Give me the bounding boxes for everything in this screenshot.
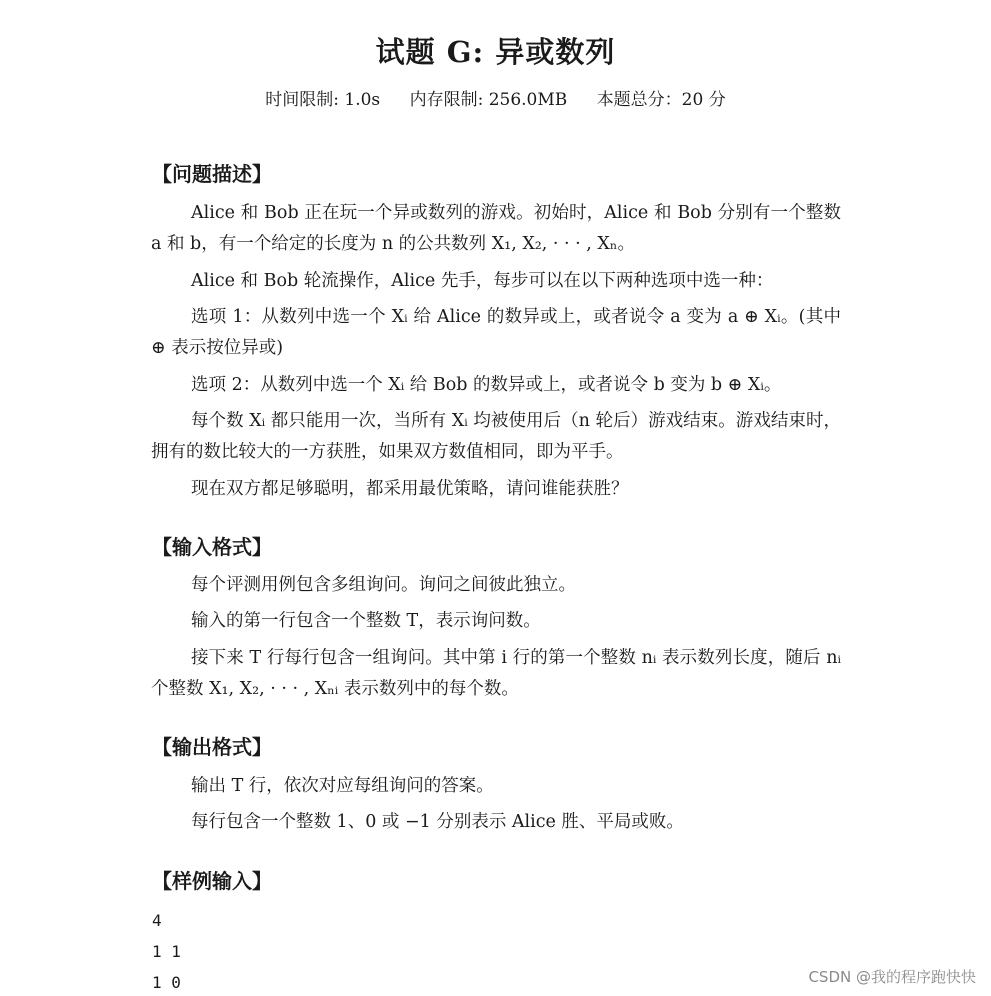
- description-paragraph: 每个数 Xᵢ 都只能用一次，当所有 Xᵢ 均被使用后（n 轮后）游戏结束。游戏结束时，拥有的数比较大的一方获胜，如果双方数值相同，即为平手。: [151, 411, 841, 462]
- input-paragraph: 接下来 T 行每行包含一组询问。其中第 i 行的第一个整数 nᵢ 表示数列长度，随后 nᵢ 个整数 X₁, X₂, · · · , Xₙᵢ 表示数列中的每个数。: [151, 648, 841, 699]
- input-paragraph: 输入的第一行包含一个整数 T，表示询问数。: [191, 611, 541, 631]
- output-format-heading: 【输出格式】: [152, 735, 272, 759]
- sample-input-heading: 【样例输入】: [152, 869, 272, 893]
- output-paragraph: 输出 T 行，依次对应每组询问的答案。: [191, 776, 494, 796]
- description-paragraph: 现在双方都足够聪明，都采用最优策略，请问谁能获胜？: [191, 479, 629, 499]
- time-limit: 时间限制: 1.0s: [265, 90, 381, 110]
- problem-title: 试题 G: 异或数列: [375, 35, 616, 69]
- description-paragraph: Alice 和 Bob 正在玩一个异或数列的游戏。初始时，Alice 和 Bob 分别有一个整数 a 和 b，有一个给定的长度为 n 的公共数列 X₁, X₂, · · · , Xₙ。: [151, 203, 841, 254]
- option-2-paragraph: 选项 2：从数列中选一个 Xᵢ 给 Bob 的数异或上，或者说令 b 变为 b ⊕ Xᵢ。: [191, 375, 782, 395]
- limits-line: [0, 85, 991, 110]
- input-format-heading: 【输入格式】: [152, 535, 272, 559]
- total-score: 本题总分：20 分: [596, 90, 726, 110]
- output-paragraph: 每行包含一个整数 1、0 或 −1 分别表示 Alice 胜、平局或败。: [191, 812, 684, 832]
- sample-input-line: 4: [152, 911, 162, 930]
- description-paragraph: Alice 和 Bob 轮流操作，Alice 先手，每步可以在以下两种选项中选一种：: [191, 271, 774, 291]
- watermark: CSDN @我的程序跑快快: [808, 968, 976, 986]
- input-paragraph: 每个评测用例包含多组询问。询问之间彼此独立。: [191, 575, 576, 595]
- memory-limit: 内存限制: 256.0MB: [409, 90, 568, 110]
- sample-input-line: 1 0: [152, 973, 181, 992]
- option-1-paragraph: 选项 1：从数列中选一个 Xᵢ 给 Alice 的数异或上，或者说令 a 变为 a ⊕ Xᵢ。(其中 ⊕ 表示按位异或): [151, 307, 841, 358]
- description-heading: 【问题描述】: [152, 162, 272, 186]
- sample-input-line: 1 1: [152, 942, 181, 961]
